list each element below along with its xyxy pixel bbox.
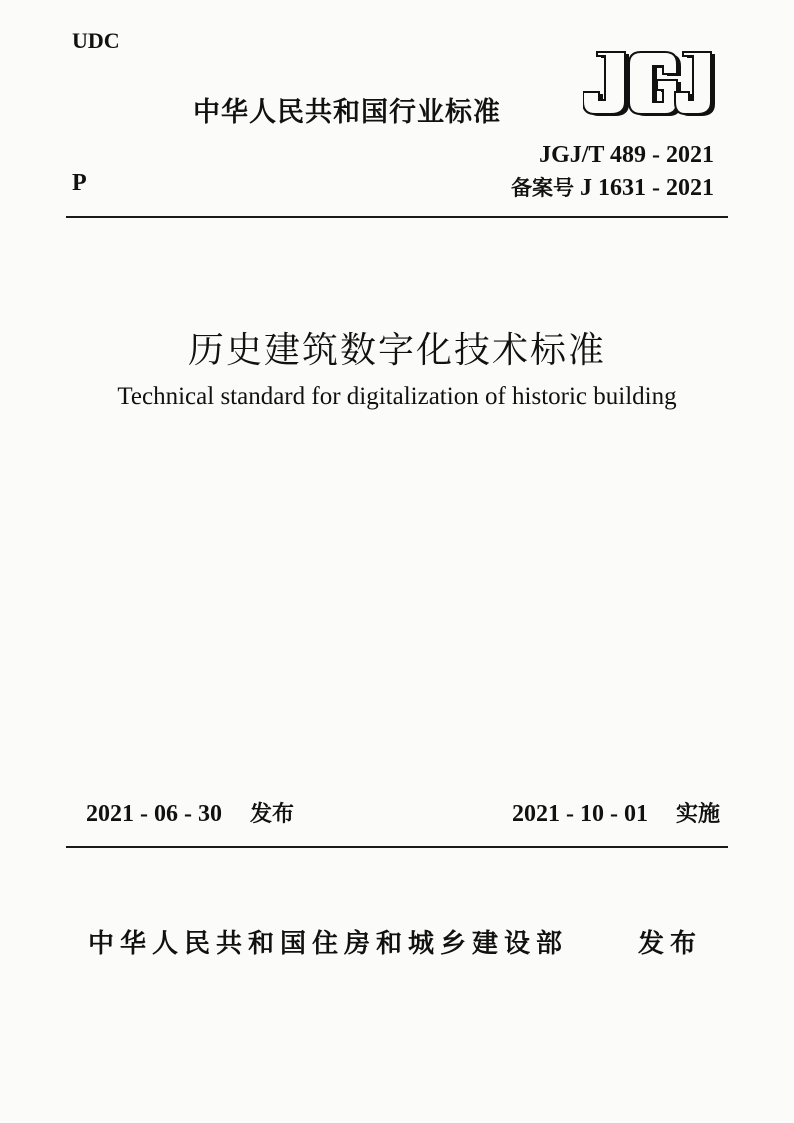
jgj-logo (583, 50, 717, 120)
record-number-value: J 1631 - 2021 (580, 175, 714, 201)
udc-label: UDC (72, 28, 120, 53)
category-code: P (72, 170, 87, 196)
title-chinese: 历史建筑数字化技术标准 (187, 330, 606, 371)
top-divider (66, 216, 728, 218)
record-number (511, 172, 714, 202)
issue-date (86, 797, 294, 828)
industry-standard-title: 中华人民共和国行业标准 (193, 97, 501, 128)
issuing-authority: 中华人民共和国住房和城乡建设部 (88, 929, 569, 959)
title-english: Technical standard for digitalization of historic building (117, 383, 677, 410)
issue-date-value: 2021 - 06 - 30 (86, 801, 222, 827)
effective-date-value: 2021 - 10 - 01 (512, 801, 648, 827)
issuer-action: 发布 (638, 929, 703, 959)
bottom-divider (66, 846, 728, 848)
effective-date (512, 797, 720, 828)
standard-number: JGJ/T 489 - 2021 (539, 142, 714, 168)
effective-label: 实施 (675, 802, 720, 827)
issue-label: 发布 (249, 802, 294, 827)
record-label: 备案号 (511, 176, 574, 200)
